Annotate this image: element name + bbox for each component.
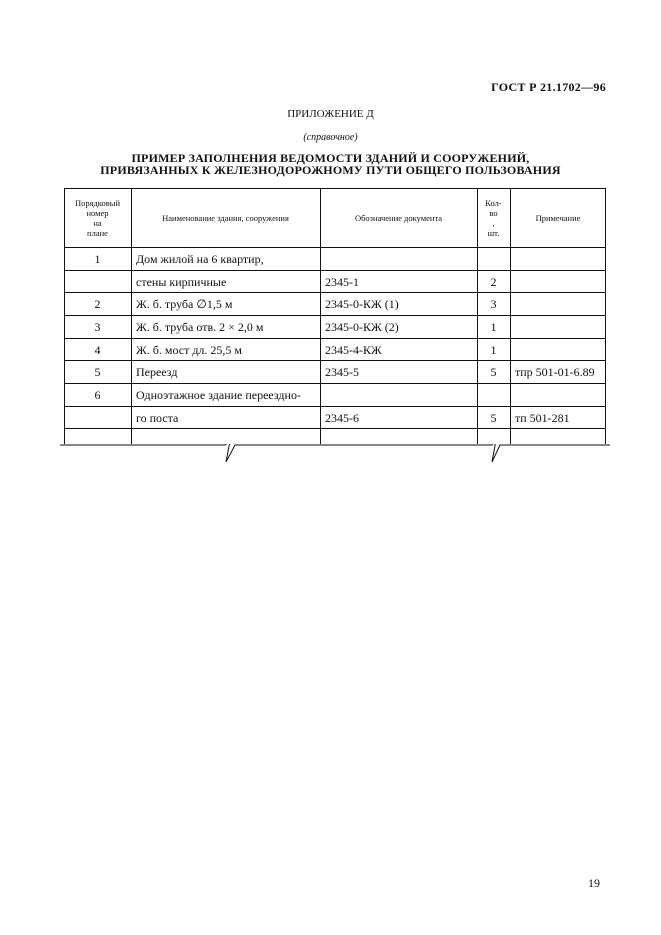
column-header-plan-number bbox=[64, 188, 131, 247]
document-code: ГОСТ Р 21.1702—96 bbox=[491, 80, 606, 94]
table-hline bbox=[64, 338, 606, 339]
cell-plan-number: 1 bbox=[94, 252, 101, 266]
cell-document: 2345-4-КЖ bbox=[325, 343, 382, 357]
column-header-text: на bbox=[93, 217, 102, 228]
table-hline bbox=[64, 383, 606, 384]
cell-name: Ж. б. мост дл. 25,5 м bbox=[136, 343, 243, 357]
column-header-note bbox=[510, 188, 606, 247]
table-hline bbox=[64, 270, 606, 271]
table-hline bbox=[64, 292, 606, 293]
column-header-text: Кол- bbox=[485, 197, 502, 208]
column-header-text: Наименование здания, сооружения bbox=[162, 212, 289, 223]
page-number: 19 bbox=[588, 876, 600, 890]
cell-note: тп 501-281 bbox=[515, 411, 570, 425]
cell-quantity: 1 bbox=[490, 343, 497, 357]
column-header-text: Примечание bbox=[535, 212, 581, 223]
cell-name: Одноэтажное здание переездно- bbox=[136, 388, 301, 402]
buildings-table bbox=[64, 188, 606, 444]
table-hline bbox=[64, 406, 606, 407]
table-hline bbox=[64, 247, 606, 248]
cell-note: тпр 501-01-6.89 bbox=[515, 365, 595, 379]
column-header-name bbox=[131, 188, 320, 247]
table-hline bbox=[64, 360, 606, 361]
cell-quantity: 3 bbox=[490, 297, 497, 311]
cell-name: го поста bbox=[136, 411, 179, 425]
column-header-quantity bbox=[477, 188, 510, 247]
table-break-line bbox=[60, 444, 610, 464]
column-header-text: Порядковый bbox=[74, 197, 121, 208]
cell-document: 2345-5 bbox=[325, 365, 359, 379]
column-header-text: плане bbox=[87, 227, 108, 238]
cell-quantity: 5 bbox=[490, 365, 497, 379]
appendix-title: ПРИЛОЖЕНИЕ Д bbox=[287, 108, 374, 120]
table-heading-line-2: ПРИВЯЗАННЫХ К ЖЕЛЕЗНОДОРОЖНОМУ ПУТИ ОБЩЕГО ПОЛЬЗОВАНИЯ bbox=[100, 163, 561, 177]
cell-quantity: 2 bbox=[490, 275, 497, 289]
cell-document: 2345-6 bbox=[325, 411, 359, 425]
column-header-document bbox=[320, 188, 477, 247]
cell-name: стены кирпичные bbox=[136, 275, 227, 289]
table-hline bbox=[64, 315, 606, 316]
cell-plan-number: 2 bbox=[94, 297, 101, 311]
cell-document: 2345-0-КЖ (1) bbox=[325, 297, 399, 311]
appendix-note: (справочное) bbox=[303, 132, 358, 143]
cell-name: Ж. б. труба ∅1,5 м bbox=[136, 297, 233, 311]
cell-name: Ж. б. труба отв. 2 × 2,0 м bbox=[136, 320, 264, 334]
column-header-text: во bbox=[489, 207, 498, 218]
cell-document: 2345-1 bbox=[325, 275, 359, 289]
column-header-text: Обозначение документа bbox=[354, 212, 443, 223]
cell-plan-number: 5 bbox=[94, 365, 101, 379]
column-header-text: , bbox=[492, 217, 495, 228]
cell-name: Дом жилой на 6 квартир, bbox=[136, 252, 264, 266]
column-header-text: шт. bbox=[487, 227, 500, 238]
cell-name: Переезд bbox=[136, 365, 178, 379]
cell-document: 2345-0-КЖ (2) bbox=[325, 320, 399, 334]
cell-quantity: 5 bbox=[490, 411, 497, 425]
cell-plan-number: 6 bbox=[94, 388, 101, 402]
cell-plan-number: 4 bbox=[94, 343, 101, 357]
cell-quantity: 1 bbox=[490, 320, 497, 334]
table-hline bbox=[64, 428, 606, 429]
table-heading-line-1: ПРИМЕР ЗАПОЛНЕНИЯ ВЕДОМОСТИ ЗДАНИЙ И СООРУЖЕНИЙ, bbox=[131, 151, 530, 165]
column-header-text: номер bbox=[86, 207, 109, 218]
cell-plan-number: 3 bbox=[94, 320, 101, 334]
